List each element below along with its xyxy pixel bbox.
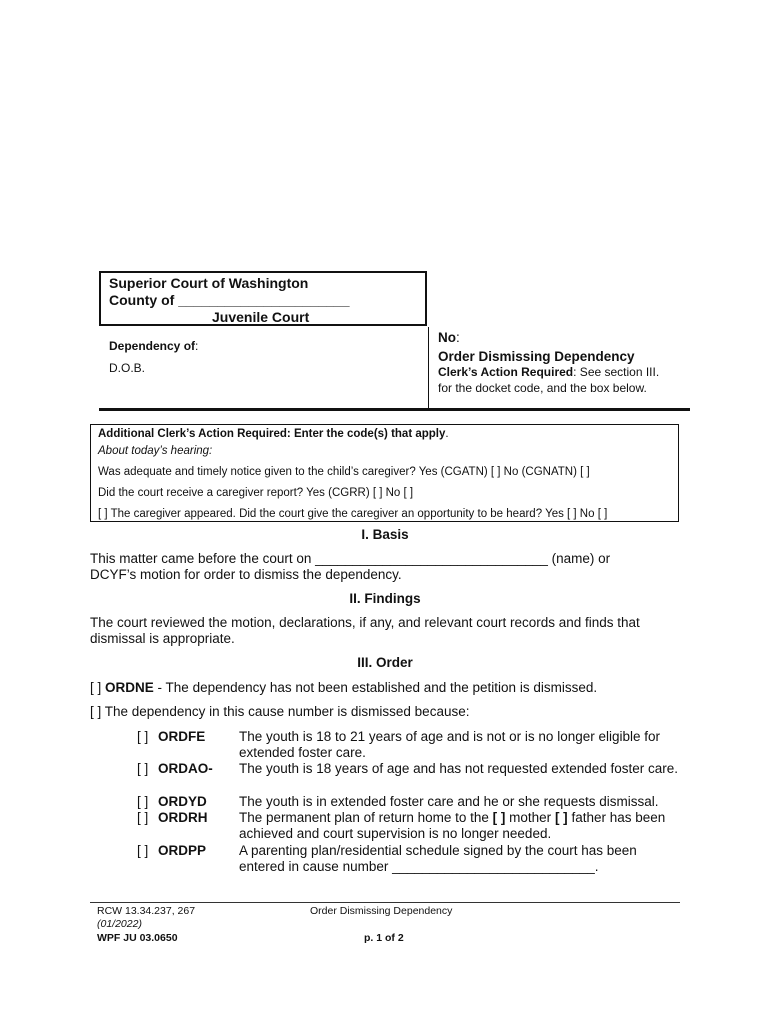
case-number-field: No: bbox=[438, 330, 460, 345]
checkbox-ordrh[interactable]: [ ] bbox=[137, 810, 149, 825]
basis-text-2: DCYF’s motion for order to dismiss the dependency. bbox=[90, 567, 402, 582]
code-ordpp: ORDPP bbox=[158, 843, 207, 858]
checkbox-ordfe[interactable]: [ ] bbox=[137, 729, 149, 744]
footer-form-number: WPF JU 03.0650 bbox=[97, 932, 178, 944]
dob-field: D.O.B. bbox=[109, 361, 146, 375]
checkbox-ordyd[interactable]: [ ] bbox=[137, 794, 149, 809]
dependency-of-field: Dependency of: bbox=[109, 339, 199, 353]
findings-text-1: The court reviewed the motion, declarations, if any, and relevant court records and finds that bbox=[90, 615, 640, 630]
basis-heading: I. Basis bbox=[361, 527, 409, 542]
findings-text-2: dismissal is appropriate. bbox=[90, 631, 235, 646]
caption-divider bbox=[428, 327, 429, 409]
checkbox[interactable]: [ ] bbox=[90, 680, 102, 695]
basis-text-1: This matter came before the court on _______________________________ (name) or bbox=[90, 551, 611, 566]
notice-question: Was adequate and timely notice given to the child’s caregiver? Yes (CGATN) [ ] No (CGNATN) [ ] bbox=[98, 466, 590, 478]
code-ordao: ORDAO- bbox=[158, 761, 213, 776]
order-heading: III. Order bbox=[357, 655, 413, 670]
court-name: Superior Court of Washington bbox=[109, 275, 309, 291]
code-ordrh: ORDRH bbox=[158, 810, 208, 825]
desc-ordpp: A parenting plan/residential schedule signed by the court has been entered in cause number ___________________________. bbox=[239, 843, 637, 874]
desc-ordfe: The youth is 18 to 21 years of age and is not or is no longer eligible for extended foster care. bbox=[239, 729, 661, 760]
code-ordyd: ORDYD bbox=[158, 794, 207, 809]
clerk-action-note-2: for the docket code, and the box below. bbox=[438, 381, 647, 395]
footer-rule bbox=[90, 902, 680, 903]
checkbox-father[interactable]: [ ] bbox=[554, 810, 568, 825]
footer-date: (01/2022) bbox=[97, 918, 142, 930]
findings-heading: II. Findings bbox=[349, 591, 421, 606]
dismissed-because-line: [ ] The dependency in this cause number is dismissed because: bbox=[90, 704, 470, 719]
clerk-box-title: Additional Clerk’s Action Required: Enter the code(s) that apply. bbox=[98, 428, 449, 440]
court-division: Juvenile Court bbox=[212, 309, 310, 325]
footer-page-number: p. 1 of 2 bbox=[364, 932, 404, 944]
code-ordfe: ORDFE bbox=[158, 729, 206, 744]
desc-ordyd: The youth is in extended foster care and he or she requests dismissal. bbox=[239, 794, 659, 809]
checkbox-ordpp[interactable]: [ ] bbox=[137, 843, 149, 858]
hearing-label: About today’s hearing: bbox=[98, 445, 213, 457]
footer-rcw: RCW 13.34.237, 267 bbox=[97, 905, 196, 917]
checkbox-mother[interactable]: [ ] bbox=[492, 810, 506, 825]
report-question: Did the court receive a caregiver report? Yes (CGRR) [ ] No [ ] bbox=[98, 487, 414, 499]
county-line: County of ______________________ bbox=[109, 292, 350, 308]
footer-title: Order Dismissing Dependency bbox=[310, 905, 453, 917]
desc-ordao: The youth is 18 years of age and has not requested extended foster care. bbox=[239, 761, 679, 776]
clerk-action-note: Clerk’s Action Required: See section III. bbox=[438, 365, 660, 379]
document-title: Order Dismissing Dependency bbox=[438, 349, 635, 364]
caption-rule bbox=[99, 408, 690, 411]
caregiver-appeared-question: [ ] The caregiver appeared. Did the court give the caregiver an opportunity to be heard? Yes [ ] No [ ] bbox=[98, 508, 608, 520]
ordne-option: [ ] ORDNE - The dependency has not been established and the petition is dismissed. bbox=[90, 680, 598, 695]
checkbox-ordao[interactable]: [ ] bbox=[137, 761, 149, 776]
desc-ordrh: The permanent plan of return home to the [ ] mother [ ] father has been achieved and court supervision is no longer needed. bbox=[239, 810, 666, 841]
